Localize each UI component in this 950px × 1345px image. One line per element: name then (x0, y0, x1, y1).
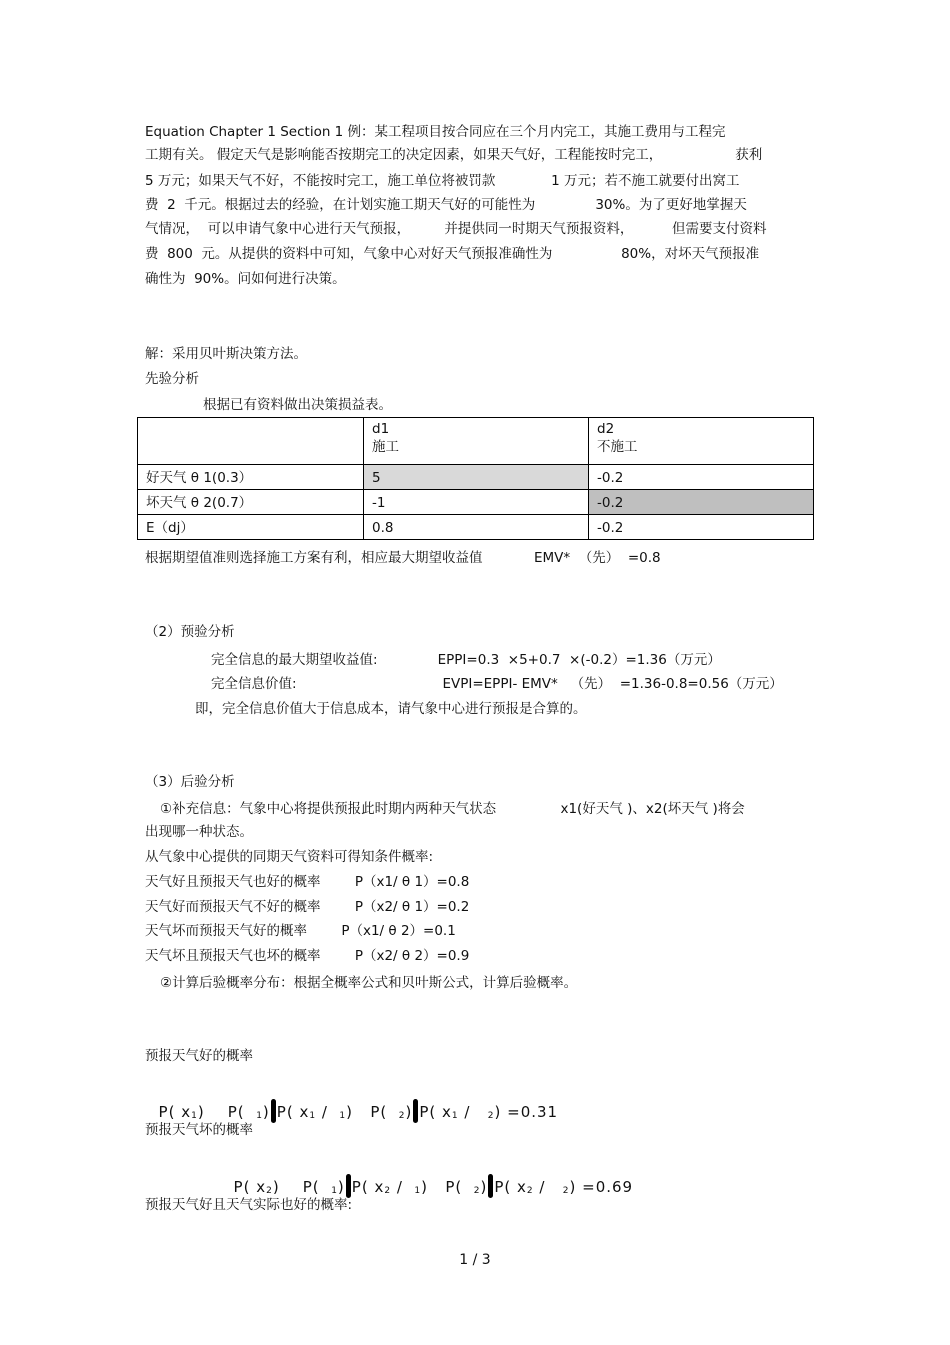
formula-forecast-bad: P( $x_2$) P( $_1$) P( $x_2 / _1$) P( $_2$) P( $x_2 / _2) =0.69$ (222, 1156, 633, 1198)
intro-line-7: 确性为 90%。问如何进行决策。 (145, 271, 346, 287)
page-number: 1 / 3 (459, 1252, 491, 1268)
pre-analysis-title: （2）预验分析 (145, 624, 235, 640)
bar-glyph (413, 1099, 418, 1123)
after-table-line: 根据期望值准则选择施工方案有利，相应最大期望收益值 EMV* （先） =0.8 (145, 550, 661, 566)
table-header-d1: d1 施工 (364, 418, 589, 465)
prob-bad-label: 预报天气坏的概率 (145, 1122, 253, 1138)
bar-glyph (488, 1174, 493, 1198)
table-row (138, 490, 814, 515)
eppi-line: 完全信息的最大期望收益值: EPPI=0.3 ×5+0.7 ×(-0.2）=1.36（万元） (211, 652, 721, 668)
bar-glyph (346, 1174, 351, 1198)
table-cell: 坏天气 θ 2(0.7） (138, 490, 364, 515)
cond-prob-line: 天气坏且预报天气也坏的概率 P（x2/ θ 2）=0.9 (145, 948, 470, 964)
conclusion-line: 即，完全信息价值大于信息成本，请气象中心进行预报是合算的。 (195, 701, 587, 717)
intro-line-3: 5 万元；如果天气不好，不能按时完工，施工单位将被罚款 1 万元；若不施工就要付出窝工 (145, 173, 740, 189)
prob-good-label: 预报天气好的概率 (145, 1048, 253, 1064)
payoff-table (137, 417, 814, 540)
table-header-d2: d2 不施工 (589, 418, 814, 465)
table-caption: 根据已有资料做出决策损益表。 (203, 397, 392, 413)
intro-line-4: 费 2 千元。根据过去的经验，在计划实施工期天气好的可能性为 30%。为了更好地掌握天 (145, 197, 747, 213)
post-line-1: ①补充信息：气象中心将提供预报此时期内两种天气状态 x1(好天气 )、x2(坏天气 )将会 (160, 801, 745, 817)
table-cell: -0.2 (589, 465, 814, 490)
bar-glyph (271, 1099, 276, 1123)
table-header-row (138, 418, 814, 465)
last-line: 预报天气好且天气实际也好的概率: (145, 1197, 353, 1213)
post-analysis-title: （3）后验分析 (145, 774, 235, 790)
cond-prob-line: 天气坏而预报天气好的概率 P（x1/ θ 2）=0.1 (145, 923, 456, 939)
post-line-3: 从气象中心提供的同期天气资料可得知条件概率: (145, 849, 434, 865)
table-header-empty (138, 418, 364, 465)
table-cell: -1 (364, 490, 589, 515)
intro-line-1: Equation Chapter 1 Section 1 例：某工程项目按合同应在三个月内完工，其施工费用与工程完 (145, 124, 726, 140)
evpi-line: 完全信息价值: EVPI=EPPI- EMV* （先） =1.36-0.8=0.56（万元） (211, 676, 783, 692)
formula-forecast-good: P( $x_1$) P( $_1$) P( $x_1 / _1$) P( $_2$) P( $x_1 / _2) =0.31$ (147, 1081, 558, 1123)
post-line-step2: ②计算后验概率分布：根据全概率公式和贝叶斯公式，计算后验概率。 (160, 975, 578, 991)
intro-line-6: 费 800 元。从提供的资料中可知，气象中心对好天气预报准确性为 80%，对坏天气预报准 (145, 246, 760, 262)
table-row (138, 515, 814, 540)
solution-line: 解：采用贝叶斯决策方法。 (145, 346, 307, 362)
cond-prob-line: 天气好而预报天气不好的概率 P（x2/ θ 1）=0.2 (145, 899, 470, 915)
table-cell: -0.2 (589, 515, 814, 540)
table-cell: 5 (364, 465, 589, 490)
table-row (138, 465, 814, 490)
table-cell: E（dj） (138, 515, 364, 540)
intro-line-2: 工期有关。 假定天气是影响能否按期完工的决定因素，如果天气好，工程能按时完工， 获利 (145, 147, 763, 163)
post-line-2: 出现哪一种状态。 (145, 824, 253, 840)
prior-analysis-title: 先验分析 (145, 371, 199, 387)
table-cell: -0.2 (589, 490, 814, 515)
cond-prob-line: 天气好且预报天气也好的概率 P（x1/ θ 1）=0.8 (145, 874, 470, 890)
table-cell: 好天气 θ 1(0.3） (138, 465, 364, 490)
intro-line-5: 气情况， 可以申请气象中心进行天气预报， 并提供同一时期天气预报资料， 但需要支付资料 (145, 221, 767, 237)
table-cell: 0.8 (364, 515, 589, 540)
